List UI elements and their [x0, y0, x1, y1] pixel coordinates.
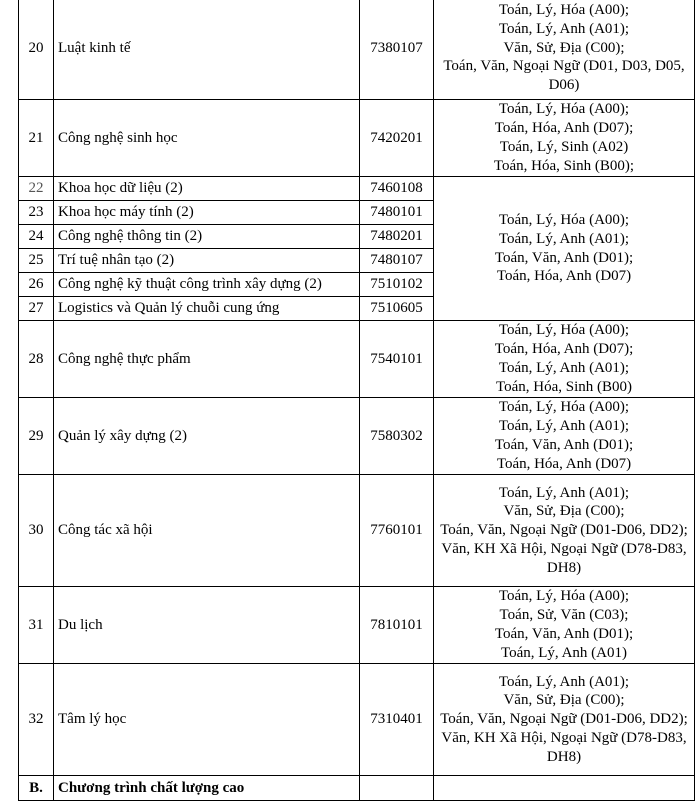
row-number: 30	[19, 475, 54, 587]
program-name: Luật kinh tế	[54, 0, 360, 100]
row-number: 31	[19, 587, 54, 664]
program-code: 7540101	[360, 321, 434, 398]
program-name: Du lịch	[54, 587, 360, 664]
combination: Toán, Lý, Hóa (A00);	[498, 588, 630, 605]
table-row	[19, 177, 695, 201]
program-name: Quản lý xây dựng (2)	[54, 398, 360, 475]
combination: Toán, Văn, Anh (D01);	[494, 626, 634, 642]
subject-combinations	[434, 398, 695, 475]
program-name: Logistics và Quản lý chuỗi cung ứng	[54, 297, 360, 321]
subject-combinations	[434, 587, 695, 664]
program-code: 7420201	[360, 100, 434, 177]
table-row	[19, 664, 695, 776]
combination: Toán, Lý, Hóa (A00);	[498, 211, 630, 228]
table-row	[19, 321, 695, 398]
combination: Văn, Sử, Địa (C00);	[503, 39, 625, 56]
program-name: Công tác xã hội	[54, 475, 360, 587]
row-number: 23	[19, 201, 54, 225]
program-name: Công nghệ thực phẩm	[54, 321, 360, 398]
admissions-table	[18, 0, 695, 801]
combination: Toán, Lý, Anh (A01)	[500, 644, 627, 661]
row-number: 24	[19, 225, 54, 249]
row-number: 20	[19, 0, 54, 100]
combination: Toán, Hóa, Sinh (B00);	[493, 157, 635, 174]
combination: Toán, Lý, Anh (A01);	[498, 484, 630, 501]
program-name: Trí tuệ nhân tạo (2)	[54, 249, 360, 273]
row-number: 26	[19, 273, 54, 297]
program-code: 7580302	[360, 398, 434, 475]
combination: Văn, Sử, Địa (C00);	[503, 503, 625, 520]
section-label: B.	[19, 776, 54, 801]
combination: Toán, Văn, Ngoại Ngữ (D01-D06, DD2);	[440, 522, 688, 539]
row-number: 32	[19, 664, 54, 776]
row-number: 29	[19, 398, 54, 475]
subject-combinations	[434, 177, 695, 321]
combination: Toán, Lý, Hóa (A00);	[498, 101, 630, 118]
subject-combinations	[434, 475, 695, 587]
subject-combinations	[434, 100, 695, 177]
combination: Toán, Văn, Ngoại Ngữ (D01-D06, DD2);	[440, 711, 688, 728]
combination: Toán, Văn, Anh (D01);	[494, 249, 634, 266]
table-row	[19, 398, 695, 475]
row-number: 22	[19, 177, 54, 201]
program-name: Công nghệ sinh học	[54, 100, 360, 177]
program-code: 7760101	[360, 475, 434, 587]
table-row	[19, 475, 695, 587]
program-name: Tâm lý học	[54, 664, 360, 776]
subject-combinations	[434, 321, 695, 398]
program-code: 7480107	[360, 249, 434, 273]
row-number: 28	[19, 321, 54, 398]
combination: Toán, Lý, Hóa (A00);	[498, 322, 630, 339]
program-name: Khoa học dữ liệu (2)	[54, 177, 360, 201]
program-code: 7510605	[360, 297, 434, 321]
combination: Toán, Hóa, Anh (D07)	[496, 455, 632, 472]
program-code: 7310401	[360, 664, 434, 776]
program-name: Công nghệ kỹ thuật công trình xây dựng (2)	[54, 273, 360, 297]
combination: Toán, Sử, Văn (C03);	[499, 607, 629, 624]
program-code: 7480201	[360, 225, 434, 249]
program-code: 7810101	[360, 587, 434, 664]
combination: Toán, Văn, Ngoại Ngữ (D01, D03, D05, D06)	[443, 58, 685, 94]
combination: Toán, Lý, Anh (A01);	[498, 230, 630, 247]
combination: Toán, Văn, Anh (D01);	[494, 437, 634, 453]
combination: Văn, KH Xã Hội, Ngoại Ngữ (D78-D83, DH8)	[441, 540, 687, 576]
table-row	[19, 0, 695, 100]
row-number: 25	[19, 249, 54, 273]
combination: Văn, Sử, Địa (C00);	[503, 692, 625, 709]
combination: Toán, Hóa, Anh (D07);	[494, 341, 634, 358]
section-row	[19, 776, 695, 801]
combination: Văn, KH Xã Hội, Ngoại Ngữ (D78-D83, DH8)	[441, 729, 687, 765]
program-code: 7380107	[360, 0, 434, 100]
combination: Toán, Hóa, Anh (D07)	[496, 268, 632, 285]
program-name: Khoa học máy tính (2)	[54, 201, 360, 225]
combination: Toán, Hóa, Sinh (B00)	[495, 378, 633, 395]
table-row	[19, 587, 695, 664]
row-number: 27	[19, 297, 54, 321]
subject-combinations	[434, 0, 695, 100]
combination: Toán, Lý, Anh (A01);	[498, 360, 630, 376]
program-code: 7510102	[360, 273, 434, 297]
program-name: Công nghệ thông tin (2)	[54, 225, 360, 249]
combination: Toán, Lý, Anh (A01);	[498, 673, 630, 690]
row-number: 21	[19, 100, 54, 177]
combination: Toán, Hóa, Anh (D07);	[494, 120, 634, 137]
combination: Toán, Lý, Hóa (A00);	[498, 2, 630, 18]
empty-cell	[360, 776, 434, 801]
combination: Toán, Lý, Hóa (A00);	[498, 399, 630, 416]
subject-combinations	[434, 664, 695, 776]
section-title: Chương trình chất lượng cao	[54, 776, 360, 801]
empty-cell	[434, 776, 695, 801]
program-code: 7460108	[360, 177, 434, 201]
combination: Toán, Lý, Anh (A01);	[498, 20, 630, 37]
combination: Toán, Lý, Anh (A01);	[498, 418, 630, 435]
program-code: 7480101	[360, 201, 434, 225]
table-row	[19, 100, 695, 177]
combination: Toán, Lý, Sinh (A02)	[499, 139, 629, 155]
